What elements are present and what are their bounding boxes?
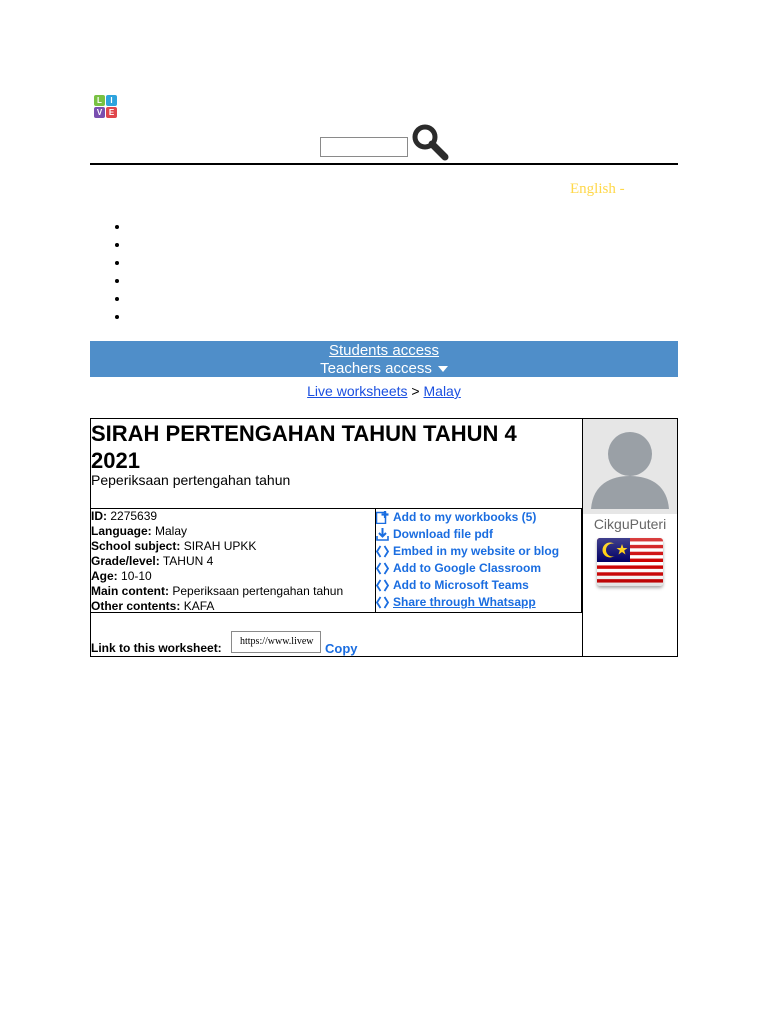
meta-language-value: Malay <box>155 524 188 538</box>
author-avatar[interactable] <box>583 419 677 514</box>
info-border <box>581 508 582 613</box>
microsoft-teams-button[interactable] <box>376 577 559 594</box>
google-classroom-button[interactable] <box>376 560 559 577</box>
meta-subject-value: SIRAH UPKK <box>183 539 257 553</box>
meta-age-label: Age: <box>91 569 118 583</box>
header-divider <box>90 163 678 165</box>
breadcrumb-separator: > <box>411 383 420 399</box>
worksheet-actions <box>376 509 559 611</box>
add-to-workbooks-label: Add to my workbooks (5) <box>393 510 537 524</box>
meta-main-value: Peperiksaan pertengahan tahun <box>172 584 344 598</box>
breadcrumb <box>0 383 768 399</box>
students-access-link[interactable]: Students access <box>328 342 440 359</box>
author-name[interactable]: CikguPuteri <box>593 516 667 532</box>
access-bar <box>90 341 678 377</box>
meta-id-label: ID: <box>91 509 107 523</box>
whatsapp-share-button[interactable] <box>376 594 559 611</box>
meta-grade-value: TAHUN 4 <box>162 554 214 568</box>
meta-id <box>91 509 343 524</box>
copy-link-button[interactable]: Copy <box>325 641 358 656</box>
meta-grade-label: Grade/level: <box>91 554 160 568</box>
code-icon <box>376 545 389 558</box>
nav-menu-list <box>90 218 130 326</box>
breadcrumb-malay[interactable]: Malay <box>423 383 461 399</box>
meta-main-content <box>91 584 343 599</box>
add-icon <box>376 511 389 524</box>
link-label: Link to this worksheet: <box>91 641 222 655</box>
download-icon <box>376 528 389 541</box>
language-selector[interactable]: English - <box>570 181 625 197</box>
meta-subject <box>91 539 343 554</box>
search-icon[interactable] <box>410 122 450 162</box>
logo-tile-l: L <box>94 95 105 106</box>
breadcrumb-live-worksheets[interactable]: Live worksheets <box>307 383 408 399</box>
meta-subject-label: School subject: <box>91 539 181 553</box>
worksheet-link-field[interactable]: https://www.livew <box>231 631 321 653</box>
meta-id-value: 2275639 <box>110 509 158 523</box>
meta-age-value: 10-10 <box>121 569 152 583</box>
teachers-access-label: Teachers access <box>320 360 432 377</box>
code-icon <box>376 562 389 575</box>
download-pdf-button[interactable] <box>376 526 559 543</box>
meta-age <box>91 569 343 584</box>
search-input[interactable] <box>320 137 408 157</box>
add-to-workbooks-button[interactable] <box>376 509 559 526</box>
meta-grade <box>91 554 343 569</box>
code-icon <box>376 596 389 609</box>
worksheet-title: SIRAH PERTENGAHAN TAHUN TAHUN 4 2021 <box>91 421 517 473</box>
embed-label: Embed in my website or blog <box>393 544 560 558</box>
meta-language <box>91 524 343 539</box>
google-classroom-label: Add to Google Classroom <box>393 561 542 575</box>
whatsapp-share-label: Share through Whatsapp <box>393 595 536 609</box>
worksheet-subtitle: Peperiksaan pertengahan tahun <box>91 472 291 488</box>
meta-main-label: Main content: <box>91 584 169 598</box>
embed-button[interactable] <box>376 543 559 560</box>
code-icon <box>376 579 389 592</box>
logo-tile-i: I <box>106 95 117 106</box>
meta-other-label: Other contents: <box>91 599 181 613</box>
teachers-access-menu[interactable] <box>90 360 678 377</box>
meta-other-contents <box>91 599 343 614</box>
malaysia-flag-icon <box>597 538 663 586</box>
live-worksheets-logo[interactable] <box>94 95 118 119</box>
caret-down-icon <box>438 366 448 372</box>
download-pdf-label: Download file pdf <box>393 527 493 541</box>
logo-tile-e: E <box>106 107 117 118</box>
worksheet-meta <box>91 509 343 614</box>
meta-other-value: KAFA <box>183 599 215 613</box>
meta-language-label: Language: <box>91 524 152 538</box>
microsoft-teams-label: Add to Microsoft Teams <box>393 578 529 592</box>
logo-tile-v: V <box>94 107 105 118</box>
